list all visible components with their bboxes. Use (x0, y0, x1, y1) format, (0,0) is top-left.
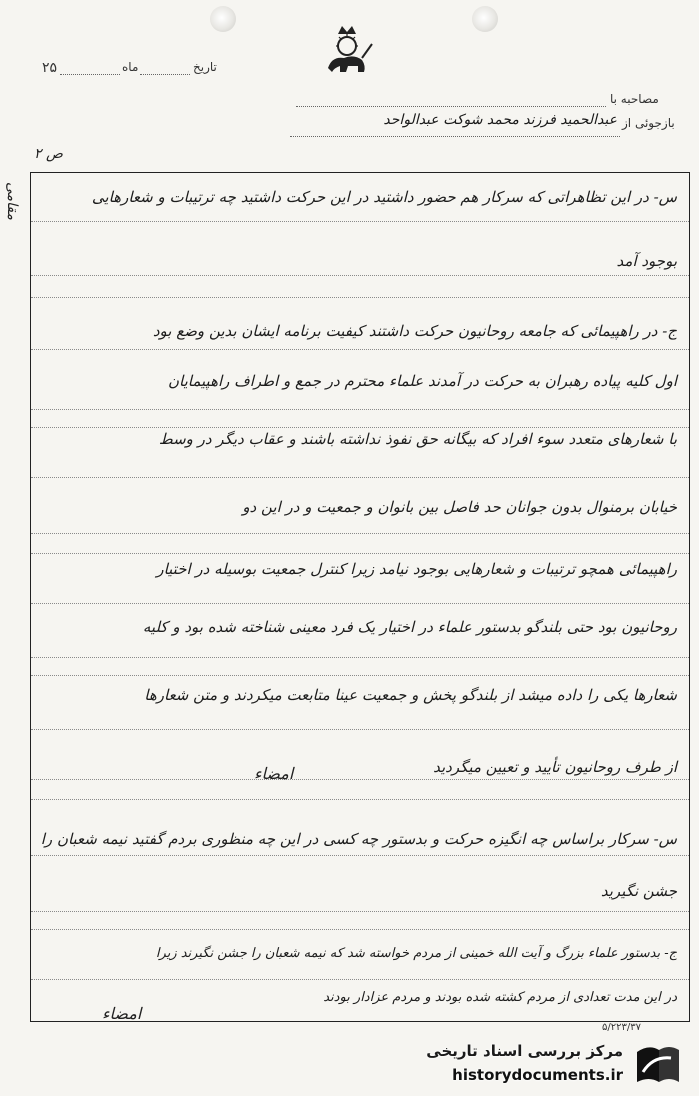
ruled-line (31, 675, 689, 676)
ruled-line (31, 657, 689, 658)
handwritten-line-7: راهپیمائی همچو ترتیبات و شعارهایی بوجود نیامد زیرا کنترل جمعیت بوسیله در اختیار (156, 560, 677, 578)
document-reference: ۵/۲۲۳/۳۷ (602, 1022, 641, 1033)
ruled-line (31, 603, 689, 604)
handwritten-line-9: شعارها یکی را داده میشد از بلندگو پخش و جمعیت عینا متابعت میکردند و متن شعارها (144, 686, 677, 704)
punch-hole-right (472, 6, 498, 32)
subject-blank (290, 136, 620, 137)
watermark-title: مرکز بررسی اسناد تاریخی (426, 1042, 623, 1060)
side-margin-note: مقامی (4, 182, 20, 221)
date-blank (140, 74, 190, 75)
ruled-line (31, 349, 689, 350)
handwritten-line-1: س- در این تظاهراتی که سرکار هم حضور داشتید در این حرکت داشتید چه ترتیبات و شعارهایی (91, 188, 677, 206)
handwritten-line-2: بوجود آمد (616, 252, 677, 270)
ruled-line (31, 729, 689, 730)
subject-label: بازجوئی از (622, 116, 675, 130)
year-value: ۲۵ (42, 60, 58, 76)
handwritten-line-3: ج- در راهپیمائی که جامعه روحانیون حرکت داشتند کیفیت برنامه ایشان بدین وضع بود (152, 322, 677, 340)
ruled-line (31, 427, 689, 428)
handwritten-line-8: روحانیون بود حتی بلندگو بدستور علماء در اختیار یک فرد معینی شناخته شده بود و کلیه (142, 618, 677, 636)
page-number-note: ص ۲ (34, 146, 63, 162)
month-label: ماه (122, 60, 139, 74)
handwritten-line-14: در این مدت تعدادی از مردم کشته شده بودند و مردم عزادار بودند (323, 990, 677, 1005)
handwritten-line-6: خیابان برمنوال بدون جوانان حد فاصل بین بانوان و جمعیت و در این دو (242, 498, 677, 516)
ruled-line (31, 297, 689, 298)
interview-blank (296, 106, 606, 107)
handwritten-line-13: ج- بدستور علماء بزرگ و آیت الله خمینی از مردم خواسته شد که نیمه شعبان را جشن نگیرند زیرا (155, 946, 677, 961)
ruled-line (31, 533, 689, 534)
ruled-line (31, 275, 689, 276)
ruled-line (31, 911, 689, 912)
interview-label: مصاحبه با (610, 92, 659, 106)
ruled-line (31, 221, 689, 222)
archive-logo-icon (631, 1042, 683, 1088)
ruled-line (31, 855, 689, 856)
signature-2: امضاء (102, 1004, 142, 1023)
signature-1: امضاء (254, 764, 294, 783)
date-label: تاریخ (193, 60, 217, 74)
ruled-line (31, 553, 689, 554)
handwritten-line-4: اول کلیه پیاده رهبران به حرکت در آمدند علماء محترم در جمع و اطراف راهپیمایان (168, 372, 677, 390)
ruled-line (31, 979, 689, 980)
month-blank (60, 74, 120, 75)
ruled-line (31, 799, 689, 800)
handwritten-line-10: از طرف روحانیون تأیید و تعیین میگردید (433, 758, 677, 776)
watermark-url: historydocuments.ir (452, 1066, 623, 1084)
ruled-line (31, 409, 689, 410)
punch-hole-left (210, 6, 236, 32)
subject-name: عبدالحمید فرزند محمد شوکت عبدالواحد (383, 112, 617, 128)
archive-watermark (393, 1040, 685, 1090)
handwritten-line-5: با شعارهای متعدد سوء افراد که بیگانه حق نفوذ نداشته باشند و عقاب دیگر در وسط (158, 430, 677, 448)
ruled-line (31, 779, 689, 780)
handwritten-line-11: س- سرکار براساس چه انگیزه حرکت و بدستور چه کسی در این چه منظوری بردم گفتید نیمه شعبان را (40, 830, 677, 848)
ruled-line (31, 477, 689, 478)
ruled-line (31, 929, 689, 930)
handwritten-line-12: جشن نگیرید (600, 882, 677, 900)
lion-and-sun-emblem (318, 22, 376, 80)
